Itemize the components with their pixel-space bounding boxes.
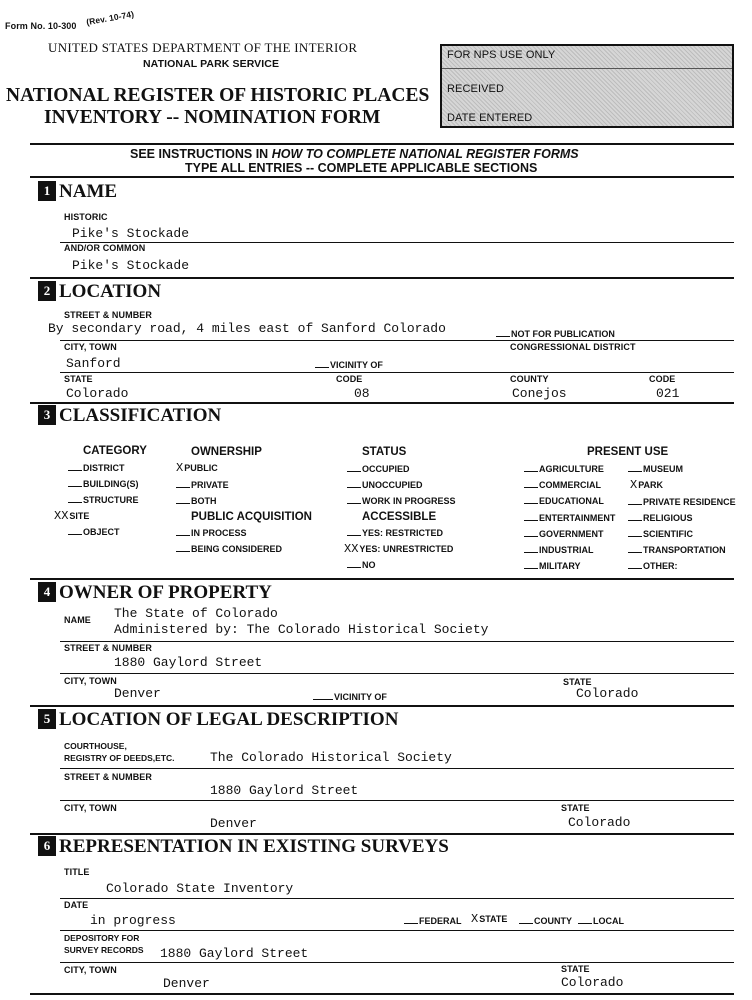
location-city: Sanford [66, 356, 121, 371]
survey-local: LOCAL [578, 916, 624, 926]
use-transportation: TRANSPORTATION [628, 545, 726, 555]
section-6-header: 6 REPRESENTATION IN EXISTING SURVEYS [38, 836, 449, 858]
location-county: Conejos [512, 386, 567, 401]
category-buildings: BUILDING(S) [68, 479, 139, 489]
status-work-in-progress: WORK IN PROGRESS [347, 496, 456, 506]
legal-street-label: STREET & NUMBER [64, 772, 153, 782]
use-military: MILITARY [524, 561, 581, 571]
use-industrial: INDUSTRIAL [524, 545, 594, 555]
location-state-code: 08 [354, 386, 370, 401]
use-government: GOVERNMENT [524, 529, 604, 539]
accessible-unrestricted: XXYES: UNRESTRICTED [344, 542, 454, 556]
nps-date-entered-label: DATE ENTERED [447, 112, 533, 124]
form-title-line2: INVENTORY -- NOMINATION FORM [44, 107, 381, 128]
ownership-private: PRIVATE [176, 480, 229, 490]
section-4-header: 4 OWNER OF PROPERTY [38, 582, 272, 604]
category-structure: STRUCTURE [68, 495, 139, 505]
location-city-label: CITY, TOWN [64, 342, 117, 352]
ownership-both: BOTH [176, 496, 217, 506]
depository: 1880 Gaylord Street [160, 946, 309, 961]
owner-state: Colorado [576, 686, 639, 701]
common-name-label: AND/OR COMMON [64, 243, 146, 253]
nps-use-only-label: FOR NPS USE ONLY [447, 49, 556, 61]
legal-city: Denver [210, 816, 257, 831]
status-occupied: OCCUPIED [347, 464, 410, 474]
present-use-label: PRESENT USE [587, 446, 669, 458]
form-number: Form No. 10-300 [5, 21, 77, 31]
acquisition-in-process: IN PROCESS [176, 528, 247, 538]
instructions-rule [30, 176, 734, 178]
not-for-publication: NOT FOR PUBLICATION [496, 329, 615, 339]
use-other: OTHER: [628, 561, 678, 571]
survey-state-value: Colorado [561, 975, 624, 990]
survey-federal: FEDERAL [404, 916, 462, 926]
congressional-district-label: CONGRESSIONAL DISTRICT [510, 342, 636, 352]
historic-name: Pike's Stockade [72, 226, 190, 241]
category-label: CATEGORY [83, 445, 147, 457]
location-state-label: STATE [64, 374, 93, 384]
common-name: Pike's Stockade [72, 258, 190, 273]
category-object: OBJECT [68, 527, 120, 537]
owner-street-label: STREET & NUMBER [64, 643, 153, 653]
section-2-header: 2 LOCATION [38, 281, 161, 303]
survey-state: XSTATE [471, 912, 508, 926]
owner-vicinity: VICINITY OF [313, 692, 387, 702]
registry-label: REGISTRY OF DEEDS,ETC. [64, 753, 175, 763]
instructions-line2: TYPE ALL ENTRIES -- COMPLETE APPLICABLE SECTIONS [185, 161, 538, 175]
owner-city: Denver [114, 686, 161, 701]
county-label: COUNTY [510, 374, 549, 384]
department-name: UNITED STATES DEPARTMENT OF THE INTERIOR [48, 40, 358, 55]
category-site: XXSITE [54, 509, 90, 523]
county-code-label: CODE [649, 374, 676, 384]
owner-street: 1880 Gaylord Street [114, 655, 263, 670]
location-state: Colorado [66, 386, 129, 401]
nps-use-box [440, 44, 734, 128]
legal-street: 1880 Gaylord Street [210, 783, 359, 798]
use-entertainment: ENTERTAINMENT [524, 513, 615, 523]
legal-state: Colorado [568, 815, 631, 830]
courthouse-registry: The Colorado Historical Society [210, 750, 452, 765]
ownership-public: XPUBLIC [176, 461, 218, 475]
status-label: STATUS [362, 446, 407, 458]
depository-label-1: DEPOSITORY FOR [64, 933, 140, 943]
service-name: NATIONAL PARK SERVICE [143, 58, 280, 70]
survey-city-label: CITY, TOWN [64, 965, 117, 975]
historic-label: HISTORIC [64, 212, 108, 222]
use-educational: EDUCATIONAL [524, 496, 604, 506]
survey-date: in progress [90, 913, 176, 928]
location-code-label: CODE [336, 374, 363, 384]
legal-city-label: CITY, TOWN [64, 803, 117, 813]
survey-title-label: TITLE [64, 867, 90, 877]
use-park: XPARK [630, 478, 664, 492]
survey-state-label: STATE [561, 964, 590, 974]
owner-name-line2: Administered by: The Colorado Historical Society [114, 622, 489, 637]
section-1-header: 1 NAME [38, 181, 117, 203]
section-5-header: 5 LOCATION OF LEGAL DESCRIPTION [38, 709, 398, 731]
location-street: By secondary road, 4 miles east of Sanford Colorado [48, 321, 446, 336]
use-museum: MUSEUM [628, 464, 683, 474]
survey-title: Colorado State Inventory [106, 881, 294, 896]
location-vicinity: VICINITY OF [315, 360, 383, 370]
ownership-label: OWNERSHIP [191, 446, 262, 458]
nps-received-label: RECEIVED [447, 83, 505, 95]
depository-label-2: SURVEY RECORDS [64, 945, 144, 955]
category-district: DISTRICT [68, 463, 125, 473]
survey-date-label: DATE [64, 900, 89, 910]
accessible-restricted: YES: RESTRICTED [347, 528, 443, 538]
form-title-line1: NATIONAL REGISTER OF HISTORIC PLACES [6, 85, 430, 106]
accessible-label: ACCESSIBLE [362, 511, 437, 523]
owner-city-label: CITY, TOWN [64, 676, 117, 686]
section-3-header: 3 CLASSIFICATION [38, 405, 221, 427]
owner-state-label: STATE [563, 677, 592, 687]
public-acquisition-label: PUBLIC ACQUISITION [191, 511, 312, 523]
use-commercial: COMMERCIAL [524, 480, 601, 490]
location-street-label: STREET & NUMBER [64, 310, 153, 320]
use-religious: RELIGIOUS [628, 513, 693, 523]
survey-county: COUNTY [519, 916, 572, 926]
status-unoccupied: UNOCCUPIED [347, 480, 423, 490]
legal-state-label: STATE [561, 803, 590, 813]
use-agriculture: AGRICULTURE [524, 464, 604, 474]
survey-city: Denver [163, 976, 210, 991]
header-rule [30, 143, 734, 145]
use-scientific: SCIENTIFIC [628, 529, 693, 539]
owner-name-line1: The State of Colorado [114, 606, 278, 621]
instructions-line1: SEE INSTRUCTIONS IN HOW TO COMPLETE NATIONAL REGISTER FORMS [130, 147, 579, 161]
acquisition-being-considered: BEING CONSIDERED [176, 544, 282, 554]
location-county-code: 021 [656, 386, 680, 401]
accessible-no: NO [347, 560, 376, 570]
use-private-residence: PRIVATE RESIDENCE [628, 497, 736, 507]
form-revision: (Rev. 10-74) [85, 8, 135, 28]
courthouse-label: COURTHOUSE, [64, 741, 127, 751]
owner-name-label: NAME [64, 615, 91, 625]
